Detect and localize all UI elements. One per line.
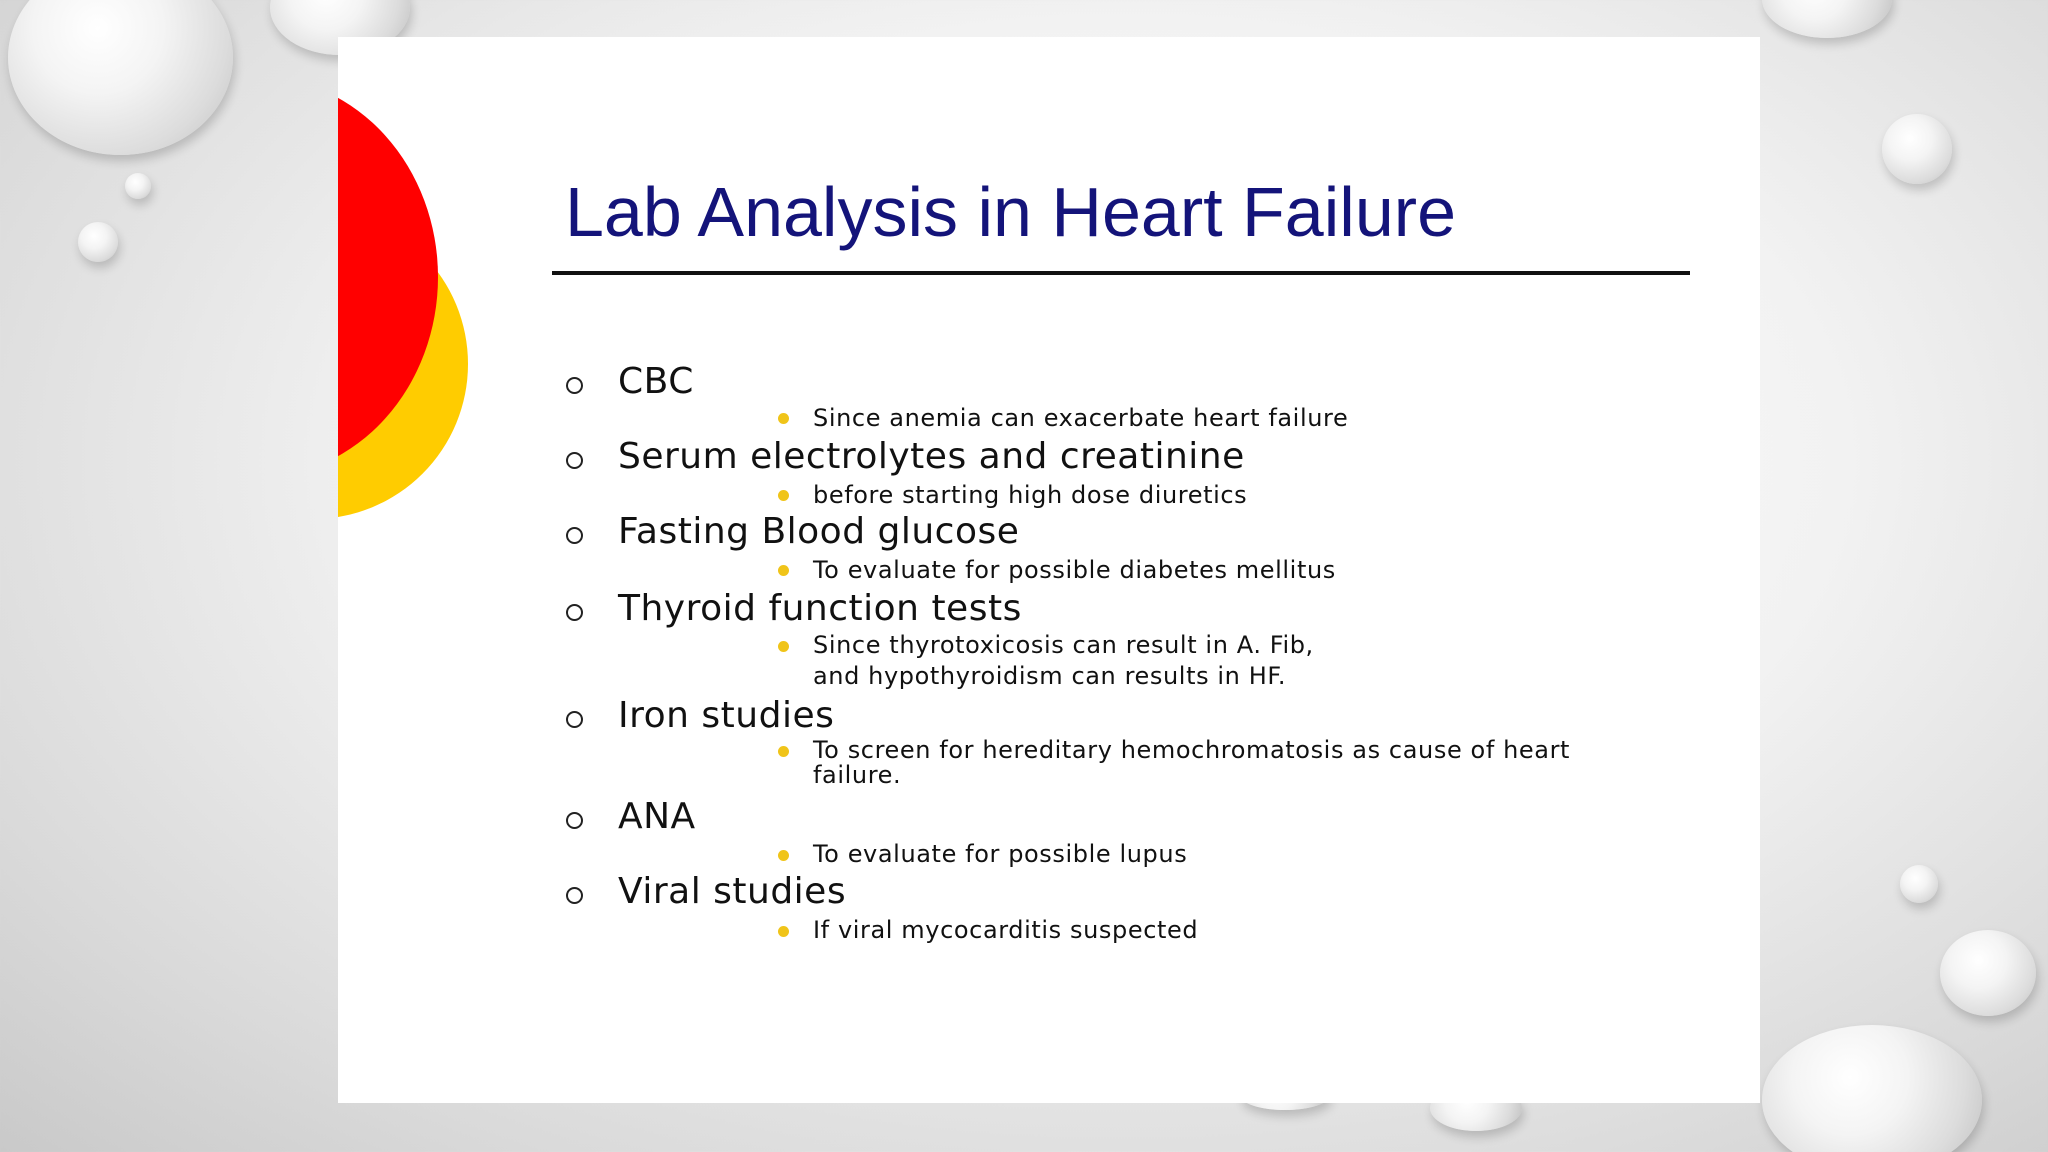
item-detail: If viral mycocarditis suspected [813,916,1199,944]
item-detail: Since thyrotoxicosis can result in A. Fib, [813,631,1314,659]
lab-test-list [566,37,1666,1103]
item-label: Serum electrolytes and creatinine [618,436,1245,477]
circle-bullet-icon [566,377,583,394]
water-drop-decoration [1882,114,1952,184]
item-label: Viral studies [618,871,847,912]
circle-bullet-icon [566,711,583,728]
item-label: ANA [618,796,696,837]
dot-bullet-icon [778,413,789,424]
circle-bullet-icon [566,527,583,544]
water-drop-decoration [1762,0,1892,38]
item-detail: To evaluate for possible lupus [813,840,1188,868]
dot-bullet-icon [778,565,789,576]
slide [338,37,1760,1103]
water-drop-decoration [125,173,151,199]
item-detail: before starting high dose diuretics [813,481,1248,509]
item-detail-continued: failure. [813,761,902,789]
dot-bullet-icon [778,926,789,937]
item-detail: To evaluate for possible diabetes mellitus [813,556,1336,584]
item-label: Thyroid function tests [618,588,1022,629]
item-detail: Since anemia can exacerbate heart failure [813,404,1349,432]
slide-title: Lab Analysis in Heart Failure [565,173,1456,251]
circle-bullet-icon [566,812,583,829]
item-label: Iron studies [618,695,835,736]
water-drop-decoration [1940,930,2036,1016]
dot-bullet-icon [778,850,789,861]
circle-bullet-icon [566,604,583,621]
circle-bullet-icon [566,887,583,904]
item-label: CBC [618,361,694,402]
dot-bullet-icon [778,641,789,652]
water-drop-decoration [8,0,233,155]
water-drop-decoration [1900,865,1938,903]
dot-bullet-icon [778,746,789,757]
item-detail-continued: and hypothyroidism can results in HF. [813,662,1287,690]
item-detail: To screen for hereditary hemochromatosis as cause of heart [813,736,1571,764]
item-label: Fasting Blood glucose [618,511,1020,552]
dot-bullet-icon [778,490,789,501]
water-drop-decoration [1762,1025,1982,1152]
water-drop-decoration [78,222,118,262]
circle-bullet-icon [566,452,583,469]
